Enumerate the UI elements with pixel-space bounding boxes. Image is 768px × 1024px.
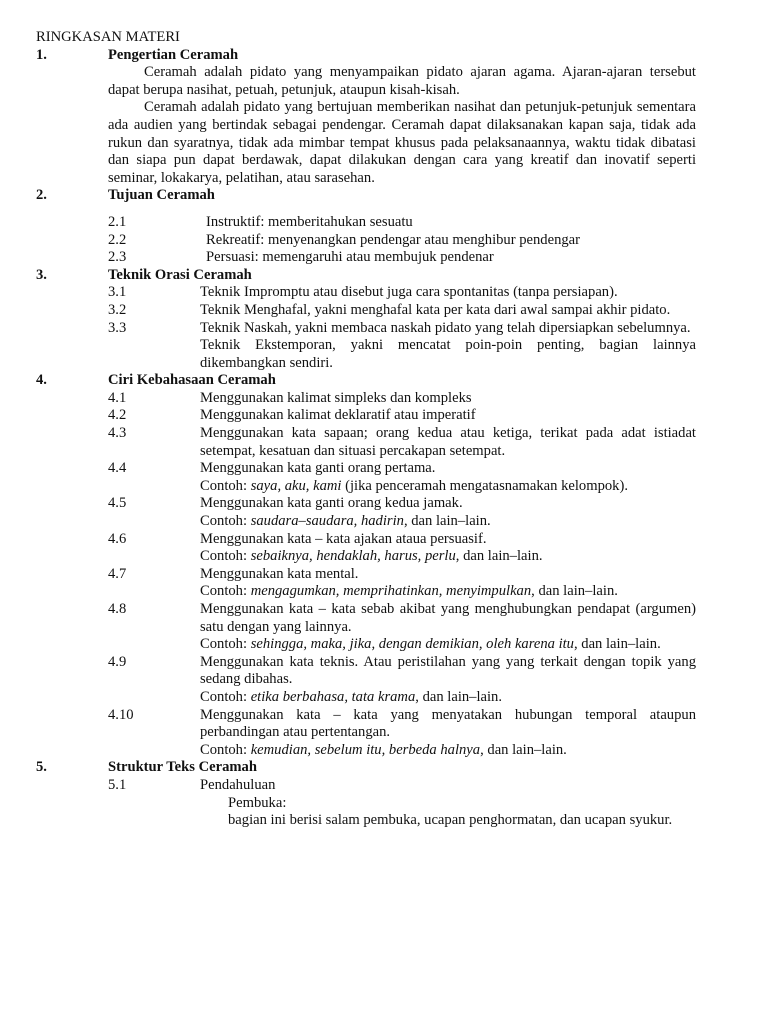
list-item	[36, 284, 696, 302]
section-4	[36, 372, 696, 759]
example-words: sehingga, maka, jika, dengan demikian, oleh karena itu	[250, 636, 574, 653]
list-item	[36, 390, 696, 408]
document-title: RINGKASAN MATERI	[36, 29, 180, 45]
item-number: 4.6	[108, 530, 127, 547]
section-title: Ciri Kebahasaan Ceramah	[108, 372, 276, 389]
example-prefix: Contoh:	[200, 548, 251, 565]
item-text: Menggunakan kata – kata yang menyatakan hubungan temporal ataupun perbandingan atau pertentangan.	[200, 706, 696, 741]
item-number: 4.7	[108, 565, 127, 582]
item-text: Menggunakan kata – kata ajakan ataua persuasif.	[200, 530, 487, 547]
example-prefix: Contoh:	[200, 583, 251, 600]
item-body	[200, 601, 696, 654]
item-number: 4.9	[108, 653, 127, 670]
item-text: Teknik Impromptu atau disebut juga cara spontanitas (tanpa persiapan).	[200, 284, 618, 301]
section-2	[36, 187, 696, 266]
item-body	[200, 654, 696, 707]
item-number: 3.1	[108, 284, 127, 301]
example-words: saya, aku, kami	[250, 477, 342, 494]
example-suffix: , dan lain–lain.	[415, 688, 502, 705]
list-item	[36, 232, 696, 250]
item-number: 4.8	[108, 601, 127, 617]
item-text: Teknik Naskah, yakni membaca naskah pidato yang telah dipersiapkan sebelumnya.	[200, 319, 691, 336]
item-text: Menggunakan kata ganti orang pertama.	[200, 460, 436, 477]
section-title: Pengertian Ceramah	[108, 46, 239, 63]
example-words: saudara–saudara, hadirin	[250, 513, 404, 530]
item-text: Persuasi: memengaruhi atau membujuk pendenar	[206, 249, 494, 266]
example-words: mengagumkan, memprihatinkan, menyimpulkan	[250, 583, 532, 600]
section-number: 4.	[36, 372, 47, 389]
example-line	[200, 742, 696, 760]
section-3	[36, 267, 696, 373]
list-item	[36, 302, 696, 320]
section-title: Teknik Orasi Ceramah	[108, 266, 252, 283]
item-number: 2.2	[108, 231, 127, 248]
item-text: Menggunakan kalimat simpleks dan kompleks	[200, 389, 472, 406]
item-body	[200, 707, 696, 760]
item-number: 2.3	[108, 249, 127, 266]
list-item	[36, 407, 696, 425]
item-number: 3.2	[108, 301, 127, 318]
item-text: Menggunakan kata teknis. Atau peristilahan yang yang terkait dengan topik yang sedang dibahas.	[200, 653, 696, 688]
list-item	[36, 707, 696, 760]
section-number: 3.	[36, 266, 47, 283]
section-title: Struktur Teks Ceramah	[108, 759, 257, 776]
item-text: Menggunakan kata ganti orang kedua jamak.	[200, 495, 463, 512]
example-line	[200, 513, 696, 531]
item-text: Rekreatif: menyenangkan pendengar atau menghibur pendengar	[206, 231, 581, 248]
paragraph: Ceramah adalah pidato yang menyampaikan pidato ajaran agama. Ajaran-ajaran tersebut dapat berupa nasihat, petuah, petunjuk, ataupun kisah-kisah.	[108, 64, 696, 98]
item-number: 4.2	[108, 407, 127, 424]
example-suffix: , dan lain–lain.	[573, 636, 661, 653]
example-suffix: , dan lain–lain.	[480, 741, 567, 758]
item-text: Teknik Ekstemporan, yakni mencatat poin-poin penting, bagian lainnya dikembangkan sendiri.	[200, 337, 696, 371]
subsection-title: Pembuka:	[228, 794, 287, 811]
item-body	[200, 531, 696, 566]
item-text: Instruktif: memberitahukan sesuatu	[206, 213, 413, 230]
item-body	[200, 495, 696, 530]
section-number: 5.	[36, 759, 47, 776]
example-line	[200, 636, 696, 654]
example-words: etika berbahasa, tata krama	[250, 688, 416, 705]
section-title: Tujuan Ceramah	[108, 187, 215, 204]
item-text: Menggunakan kata – kata sebab akibat yang menghubungkan pendapat (argumen) satu dengan yang lainnya.	[200, 601, 696, 635]
list-item	[36, 495, 696, 530]
example-suffix: , dan lain–lain.	[455, 548, 543, 565]
paragraph: Ceramah adalah pidato yang bertujuan memberikan nasihat dan petunjuk-petunjuk sementara ada audien yang bertindak sebagai pendengar. Ceramah dapat dilaksanakan kapan saja, tidak ada rukun dan syaratnya, tidak ada mimbar tempat khusus pada pelaksanaannya, waktu tidak dibatasi dan siapa pun dapat berdawak, dapat dilakukan dengan cara yang kreatif dan inovatif seperti seminar, lokakarya, pelatihan, atau sarasehan.	[108, 99, 696, 186]
example-prefix: Contoh:	[200, 477, 251, 494]
item-text: Menggunakan kata mental.	[200, 565, 359, 582]
item-body	[200, 460, 696, 495]
document-page	[36, 29, 696, 830]
list-item	[36, 337, 696, 372]
example-suffix: , dan lain–lain.	[403, 513, 491, 530]
list-item	[36, 654, 696, 707]
item-number: 2.1	[108, 213, 127, 230]
example-words: kemudian, sebelum itu, berbeda halnya	[250, 741, 481, 758]
section-number: 2.	[36, 187, 47, 204]
example-prefix: Contoh:	[200, 688, 251, 705]
example-line	[200, 548, 696, 566]
example-suffix: , dan lain–lain.	[531, 583, 618, 600]
section-number: 1.	[36, 46, 47, 63]
item-number: 4.5	[108, 495, 127, 512]
list-item	[36, 214, 696, 232]
item-number: 4.4	[108, 460, 127, 477]
item-text: Menggunakan kalimat deklaratif atau imperatif	[200, 407, 476, 424]
list-item	[36, 601, 696, 654]
example-prefix: Contoh:	[200, 513, 251, 530]
section-5	[36, 759, 696, 829]
list-item	[36, 249, 696, 267]
list-item	[36, 566, 696, 601]
item-number: 4.3	[108, 425, 127, 442]
item-number: 4.1	[108, 389, 127, 406]
list-item	[36, 531, 696, 566]
example-suffix: (jika penceramah mengatasnamakan kelompok).	[341, 477, 628, 494]
example-prefix: Contoh:	[200, 636, 251, 653]
item-number: 4.10	[108, 706, 134, 723]
example-words: sebaiknya, hendaklah, harus, perlu	[250, 548, 456, 565]
section-1	[36, 47, 696, 188]
list-item	[36, 425, 696, 460]
item-number: 3.3	[108, 319, 127, 336]
item-text: Teknik Menghafal, yakni menghafal kata per kata dari awal sampai akhir pidato.	[200, 301, 671, 318]
example-line	[200, 689, 696, 707]
list-item	[36, 460, 696, 495]
list-item	[36, 777, 696, 795]
item-text: Pendahuluan	[200, 776, 276, 793]
example-prefix: Contoh:	[200, 741, 251, 758]
subsection-text: bagian ini berisi salam pembuka, ucapan penghormatan, dan ucapan syukur.	[228, 812, 673, 829]
example-line	[200, 478, 696, 496]
item-body	[200, 566, 696, 601]
list-item	[36, 320, 696, 338]
item-number: 5.1	[108, 776, 127, 793]
item-text: Menggunakan kata sapaan; orang kedua atau ketiga, terikat pada adat istiadat setempat, kesatuan dan situasi percakapan setempat.	[200, 425, 696, 459]
example-line	[200, 583, 696, 601]
